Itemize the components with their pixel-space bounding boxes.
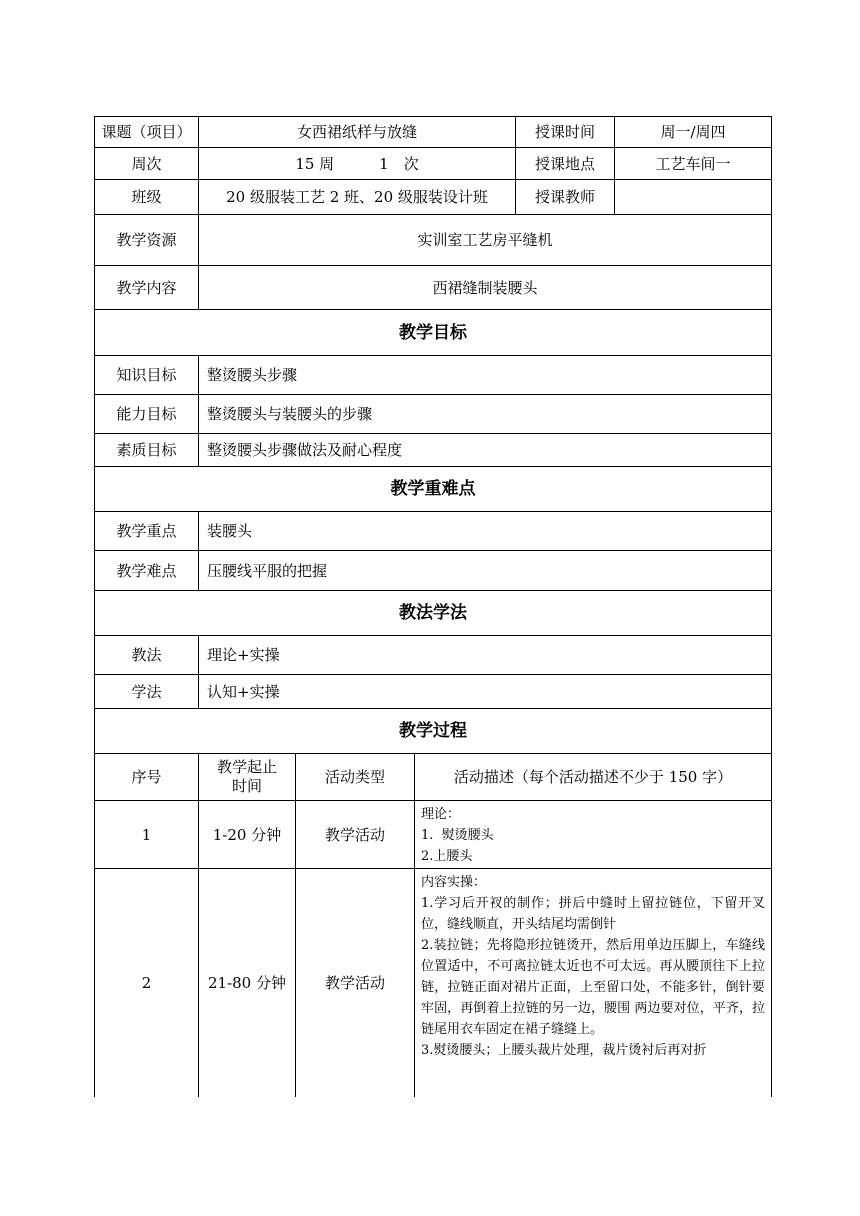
row2-desc-line: 1.学习后开衩的制作；拼后中缝时上留拉链位，下留开叉位，缝线顺直，开头结尾均需倒针	[421, 896, 766, 932]
process-heading-row	[95, 709, 772, 754]
teach-label: 教法	[95, 636, 199, 675]
difficult-label: 教学难点	[95, 551, 199, 591]
row2-desc-line: 3.熨烫腰头；上腰头裁片处理，裁片烫衬后再对折	[421, 1043, 707, 1058]
teach-value: 理论+实操	[199, 636, 772, 675]
content-label: 教学内容	[95, 266, 199, 310]
row1-desc	[415, 801, 772, 869]
topic-value: 女西裙纸样与放缝	[199, 117, 516, 148]
learn-label: 学法	[95, 675, 199, 709]
ability-value: 整烫腰头与装腰头的步骤	[199, 395, 772, 434]
goals-heading-row	[95, 310, 772, 356]
process-heading: 教学过程	[95, 709, 772, 754]
row2-desc-line: 2.装拉链；先将隐形拉链烫开，然后用单边压脚上，车缝线位置适中，不可离拉链太近也不可太远。再从腰顶往下上拉链，拉链正面对裙片正面，上至留口处，不能多针，倒针要牢固，再倒着上拉链的另一边，腰围 两边要对位，平齐，拉链尾用衣车固定在裙子缝缝上。	[421, 938, 766, 1037]
key-row	[95, 512, 772, 551]
difficult-value: 压腰线平服的把握	[199, 551, 772, 591]
row2-desc	[415, 869, 772, 1098]
teacher-label: 授课教师	[516, 180, 615, 215]
topic-row	[95, 117, 772, 148]
row2-no: 2	[95, 869, 199, 1098]
resource-row	[95, 215, 772, 266]
difficult-row	[95, 551, 772, 591]
resource-label: 教学资源	[95, 215, 199, 266]
lesson-plan-sheet	[94, 116, 771, 1097]
quality-value: 整烫腰头步骤做法及耐心程度	[199, 434, 772, 467]
week-row	[95, 148, 772, 180]
topic-label: 课题（项目）	[95, 117, 199, 148]
knowledge-row	[95, 356, 772, 395]
ability-row	[95, 395, 772, 434]
row2-time: 21-80 分钟	[199, 869, 296, 1098]
row2-desc-line: 内容实操：	[421, 875, 487, 890]
row1-desc-line: 理论：	[421, 807, 461, 822]
keypoints-heading-row	[95, 467, 772, 512]
process-row-1	[95, 801, 772, 869]
col-desc-header: 活动描述（每个活动描述不少于 150 字）	[415, 754, 772, 801]
process-columns-row	[95, 754, 772, 801]
key-value: 装腰头	[199, 512, 772, 551]
row1-desc-line: 1. 熨烫腰头	[421, 828, 494, 843]
goals-heading: 教学目标	[95, 310, 772, 356]
teacher-value	[615, 180, 772, 215]
teach-row	[95, 636, 772, 675]
content-row	[95, 266, 772, 310]
resource-value: 实训室工艺房平缝机	[199, 215, 772, 266]
row2-type: 教学活动	[296, 869, 415, 1098]
knowledge-label: 知识目标	[95, 356, 199, 395]
week-value: 15 周 1 次	[199, 148, 516, 180]
place-label: 授课地点	[516, 148, 615, 180]
keypoints-heading: 教学重难点	[95, 467, 772, 512]
content-value: 西裙缝制装腰头	[199, 266, 772, 310]
col-type-header: 活动类型	[296, 754, 415, 801]
methods-heading-row	[95, 591, 772, 636]
col-no-header: 序号	[95, 754, 199, 801]
col-time-header-line2: 时间	[231, 777, 262, 795]
place-value: 工艺车间一	[615, 148, 772, 180]
methods-heading: 教法学法	[95, 591, 772, 636]
class-label: 班级	[95, 180, 199, 215]
learn-row	[95, 675, 772, 709]
row1-type: 教学活动	[296, 801, 415, 869]
class-value: 20 级服装工艺 2 班、20 级服装设计班	[199, 180, 516, 215]
process-row-2	[95, 869, 772, 1098]
knowledge-value: 整烫腰头步骤	[199, 356, 772, 395]
quality-row	[95, 434, 772, 467]
row1-desc-line: 2.上腰头	[421, 849, 473, 864]
ability-label: 能力目标	[95, 395, 199, 434]
time-value: 周一/周四	[615, 117, 772, 148]
lesson-plan-table	[94, 116, 772, 1097]
col-time-header	[199, 754, 296, 801]
week-label: 周次	[95, 148, 199, 180]
quality-label: 素质目标	[95, 434, 199, 467]
row1-no: 1	[95, 801, 199, 869]
col-time-header-line1: 教学起止	[216, 758, 277, 776]
row1-time: 1-20 分钟	[199, 801, 296, 869]
time-label: 授课时间	[516, 117, 615, 148]
learn-value: 认知+实操	[199, 675, 772, 709]
key-label: 教学重点	[95, 512, 199, 551]
class-row	[95, 180, 772, 215]
